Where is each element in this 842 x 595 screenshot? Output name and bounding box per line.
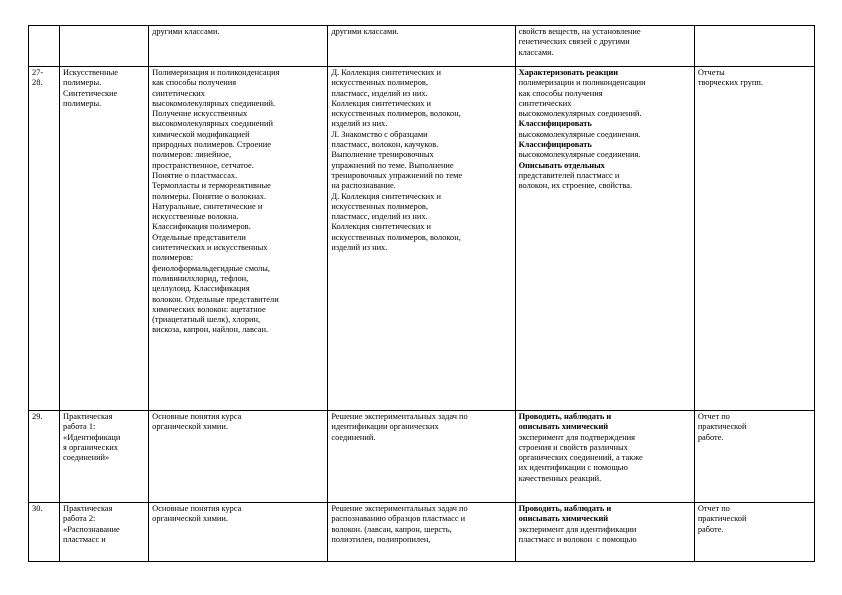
cell-line: 27- [32,68,44,77]
cell-line: 28. [32,78,43,88]
table-row [29,411,815,503]
cell-line: соединений. [331,432,376,442]
cell-line: Натуральные, синтетические и [152,201,263,211]
control-form-cell [694,26,814,67]
student-activity-cell [515,26,694,67]
cell-line: синтетических [518,98,572,108]
cell-line: Коллекция синтетических и [331,98,432,108]
cell-line: Проводить, наблюдать и [518,412,612,421]
cell-line: волокон. (лавсан, капрон, шерсть, [331,524,452,534]
cell-line: Основные понятия курса [152,412,242,421]
cell-line: описывать химический [518,422,609,432]
control-form-cell [694,67,814,411]
cell-line: природных полимеров. Строение [152,140,271,150]
cell-line: работа 1: [63,422,96,432]
table-row [29,503,815,562]
table-row [29,67,815,411]
lesson-content-cell [149,503,328,562]
cell-line: классами. [518,47,554,57]
lesson-number-cell [29,67,60,411]
cell-line: органических соединений, а также [518,453,643,463]
cell-line: органической химии. [152,514,228,524]
cell-line: как способы получения [518,88,603,98]
cell-line: Понятие о пластмассах. [152,170,238,180]
cell-line: работе. [697,524,724,534]
student-activity-cell [515,503,694,562]
cell-line: Описывать отдельных [518,160,605,170]
cell-line: практической [697,514,747,524]
control-form-cell [694,411,814,503]
cell-line: полимеров: линейное, [152,150,232,160]
cell-line: искусственных полимеров, волокон, [331,232,461,242]
cell-line: волокон, их строение, свойства. [518,181,633,191]
cell-line: описывать химический [518,514,609,524]
lesson-topic-cell [60,411,149,503]
cell-line: искусственных полимеров, [331,78,428,88]
cell-line: Отдельные представители [152,232,246,242]
cell-line: работе. [697,432,724,442]
cell-line: пластмасс, изделий из них. [331,88,428,98]
lesson-content-cell [149,26,328,67]
cell-line: Классифицировать [518,119,592,129]
cell-line: Л. Знакомство с образцами [331,129,428,139]
cell-line: Полимеризация и поликонденсация [152,68,280,77]
cell-line: их идентификации с помощью [518,463,628,473]
lesson-topic-cell [60,67,149,411]
cell-line: качественных реакций. [518,473,602,483]
cell-line: Классифицировать [518,140,592,150]
cell-line: Характеризовать реакции [518,68,619,77]
cell-line: высокомолекулярных соединений. [518,109,642,119]
cell-line: изделий из них. [331,243,388,253]
cell-line: высокомолекулярных соединений. [152,98,276,108]
cell-line: Отчет по [697,504,730,513]
cell-line: искусственные волокна. [152,212,239,222]
cell-line: представителей пластмасс и [518,170,620,180]
cell-line: полимеры. [63,78,102,88]
cell-line: практической [697,422,747,432]
cell-line: Основные понятия курса [152,504,242,513]
cell-line: идентификации органических [331,422,439,432]
cell-line: Термопласты и термореактивные [152,181,271,191]
lesson-number-cell [29,26,60,67]
lesson-content-cell [149,411,328,503]
cell-line: на распознавание. [331,181,396,191]
cell-line: Проводить, наблюдать и [518,504,612,513]
cell-line: Решение экспериментальных задач по [331,412,468,421]
control-form-cell [694,503,814,562]
cell-line: целлулоид. Классификация [152,284,250,294]
cell-line: 30. [32,504,43,513]
cell-line: другими классами. [331,27,399,36]
cell-line: творческих групп. [697,78,763,88]
cell-line: высокомолекулярные соединения. [518,150,641,160]
lesson-number-cell [29,503,60,562]
cell-line: фенолоформальдегидные смолы, [152,263,270,273]
cell-line: полиэтилен, полипропилен, [331,534,431,544]
cell-line: химической модификацией [152,129,250,139]
cell-line: поливинилхлорид, тефлон, [152,273,249,283]
cell-line: искусственных полимеров, волокон, [331,109,461,119]
cell-line: Коллекция синтетических и [331,222,432,232]
cell-line: полимеризации и поликонденсации [518,78,646,88]
demonstration-activity-cell [328,411,515,503]
cell-line: работа 2: [63,514,96,524]
lesson-topic-cell [60,503,149,562]
cell-line: «Распознавание [63,524,120,534]
cell-line: Классификация полимеров. [152,222,251,232]
cell-line: тренировочных упражнений по теме [331,170,463,180]
cell-line: упражнений по теме. Выполнение [331,160,454,170]
cell-line: Практическая [63,412,113,421]
cell-line: пластмасс и волокон с помощью [518,534,637,544]
cell-line: строения и свойств различных [518,442,628,452]
cell-line: Синтетические [63,88,118,98]
thematic-plan-table [28,25,815,562]
cell-line: другими классами. [152,27,220,36]
cell-line: Получение искусственных [152,109,248,119]
cell-line: Отчет по [697,412,730,421]
cell-line: Решение экспериментальных задач по [331,504,468,513]
student-activity-cell [515,67,694,411]
demonstration-activity-cell [328,503,515,562]
cell-line: вискоза, капрон, найлон, лавсан. [152,325,269,335]
cell-line: Искусственные [63,68,118,77]
cell-line: изделий из них. [331,119,388,129]
cell-line: высокомолекулярные соединения. [518,129,641,139]
table-row [29,26,815,67]
cell-line: волокон. Отдельные представители [152,294,279,304]
lesson-number-cell [29,411,60,503]
cell-line: эксперимент для подтверждения [518,432,636,442]
cell-line: пластмасс, изделий из них. [331,212,428,222]
cell-line: распознаванию образцов пластмасс и [331,514,466,524]
demonstration-activity-cell [328,67,515,411]
cell-line: полимеры. Понятие о волокнах. [152,191,267,201]
cell-line: полимеров: [152,253,194,263]
cell-line: пластмасс и [63,534,106,544]
demonstration-activity-cell [328,26,515,67]
cell-line: Практическая [63,504,113,513]
cell-line: как способы получения [152,78,237,88]
lesson-topic-cell [60,26,149,67]
cell-line: пространственное, сетчатое. [152,160,254,170]
cell-line: синтетических и искусственных [152,243,268,253]
cell-line: органической химии. [152,422,228,432]
cell-line: (триацетатный шелк), хлорин, [152,315,261,325]
cell-line: синтетических [152,88,205,98]
cell-line: пластмасс, волокон, каучуков. [331,140,439,150]
cell-line: Выполнение тренировочных [331,150,434,160]
cell-line: высокомолекулярных соединений [152,119,273,129]
cell-line: 29. [32,412,43,421]
cell-line: Д. Коллекция синтетических и [331,68,441,77]
cell-line: искусственных полимеров, [331,201,428,211]
cell-line: Д. Коллекция синтетических и [331,191,441,201]
cell-line: полимеры. [63,98,102,108]
cell-line: соединений» [63,453,110,463]
cell-line: свойств веществ, на установление [518,27,641,36]
cell-line: я органических [63,442,119,452]
cell-line: Отчеты [697,68,725,77]
cell-line: генетических связей с другими [518,37,630,47]
cell-line: химических волокон: ацетатное [152,304,266,314]
cell-line: эксперимент для идентификации [518,524,637,534]
cell-line: «Идентификаци [63,432,121,442]
student-activity-cell [515,411,694,503]
lesson-content-cell [149,67,328,411]
